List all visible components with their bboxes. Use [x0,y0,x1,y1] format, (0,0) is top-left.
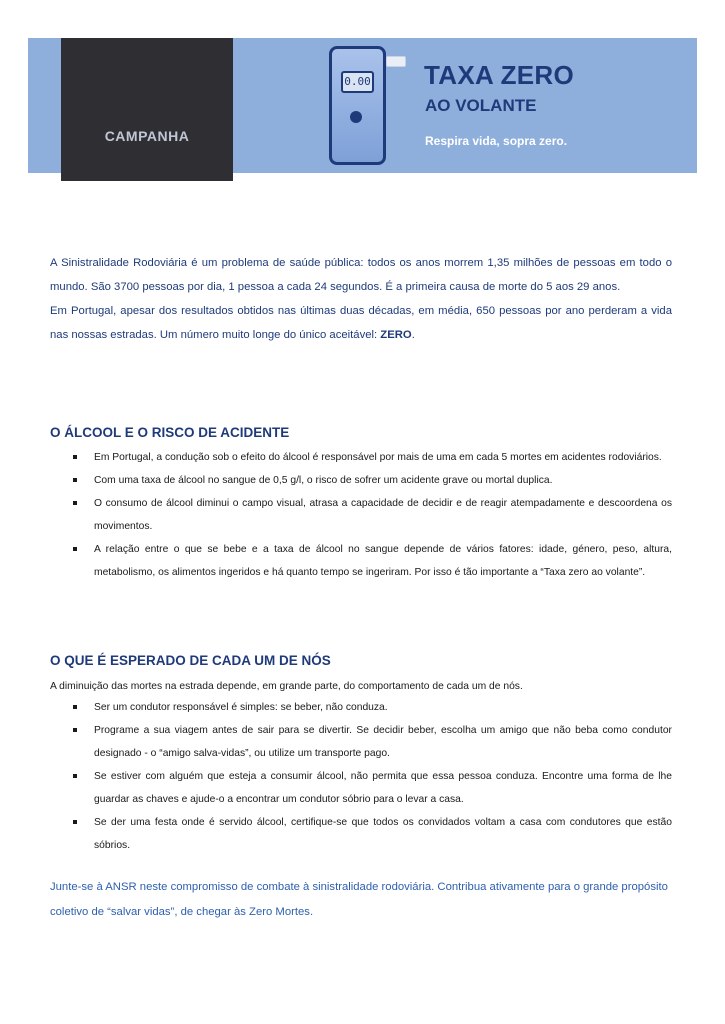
list-item: O consumo de álcool diminui o campo visual, atrasa a capacidade de decidir e de reagir atempadamente e descoordena os movimentos. [73,492,672,538]
list-item: Se der uma festa onde é servido álcool, certifique-se que todos os convidados voltam a casa com condutores que estão sóbrios. [73,811,672,857]
list-item: Se estiver com alguém que esteja a consumir álcool, não permita que essa pessoa conduza. Encontre uma forma de lhe guardar as chaves e ajude-o a encontrar um condutor sóbrio para o levar a casa. [73,765,672,811]
list-item: Programe a sua viagem antes de sair para se divertir. Se decidir beber, escolha um amigo que não beba como condutor designado - o “amigo salva-vidas”, ou utilize um transporte pago. [73,719,672,765]
campaign-badge-label: CAMPANHA [104,128,190,144]
alcohol-risk-list [73,446,672,584]
breathalyzer-reading: 0.00 [341,71,374,93]
intro-paragraph-2-text: Em Portugal, apesar dos resultados obtidos nas últimas duas décadas, em média, 650 pessoas por ano perderam a vida nas nossas estradas. Um número muito longe do único aceitável: [50,305,672,341]
breathalyzer-nozzle [386,56,406,67]
expectations-list [73,696,672,857]
list-item: Ser um condutor responsável é simples: se beber, não conduza. [73,696,672,719]
campaign-tagline: Respira vida, sopra zero. [425,134,568,148]
section-heading-expectations: O QUE É ESPERADO DE CADA UM DE NÓS [50,653,331,668]
campaign-subtitle: AO VOLANTE [425,96,537,115]
intro-paragraph-2 [50,299,672,347]
list-item: Em Portugal, a condução sob o efeito do álcool é responsável por mais de uma em cada 5 mortes em acidentes rodoviários. [73,446,672,469]
breathalyzer-button [350,111,362,123]
intro-paragraph-1: A Sinistralidade Rodoviária é um problema de saúde pública: todos os anos morrem 1,35 milhões de pessoas em todo o mundo. São 3700 pessoas por dia, 1 pessoa a cada 24 segundos. É a primeira causa de morte do 5 aos 29 anos. [50,257,672,293]
breathalyzer-icon [329,46,386,165]
intro-paragraph-2-end: . [411,329,415,341]
expectations-lead: A diminuição das mortes na estrada depende, em grande parte, do comportamento de cada um de nós. [50,681,523,692]
intro-zero-emphasis: ZERO [380,329,412,341]
intro-text [50,251,672,347]
section-heading-alcohol-risk: O ÁLCOOL E O RISCO DE ACIDENTE [50,425,290,440]
list-item: A relação entre o que se bebe e a taxa de álcool no sangue depende de vários fatores: idade, género, peso, altura, metabolismo, os alimentos ingeridos e há quanto tempo se ingeriram. Por isso é tão importante a “Taxa zero ao volante”. [73,538,672,584]
campaign-badge-box [61,38,233,181]
campaign-title: TAXA ZERO [424,60,575,90]
closing-call-to-action: Junte-se à ANSR neste compromisso de combate à sinistralidade rodoviária. Contribua ativamente para o grande propósito coletivo de “salvar vidas”, de chegar às Zero Mortes. [50,881,668,918]
list-item: Com uma taxa de álcool no sangue de 0,5 g/l, o risco de sofrer um acidente grave ou mortal duplica. [73,469,672,492]
